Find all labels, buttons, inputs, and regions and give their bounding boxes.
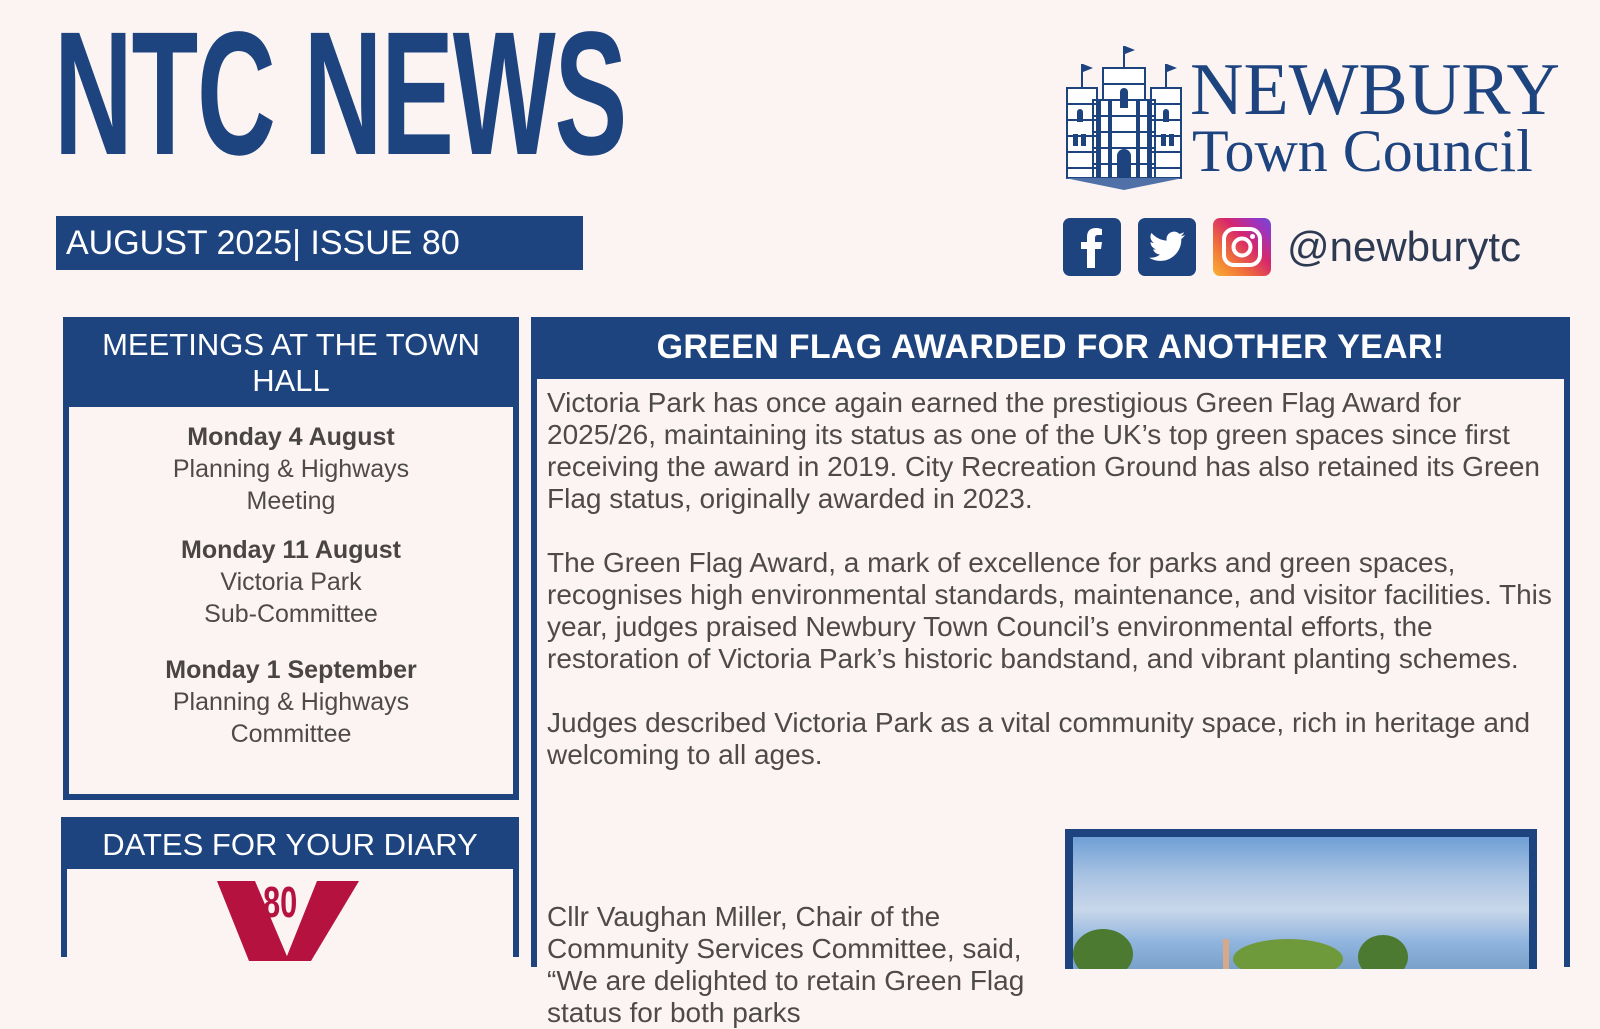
diary-body [67, 869, 513, 957]
meeting-item [69, 421, 513, 517]
facebook-icon[interactable] [1063, 218, 1121, 276]
meeting-date: Monday 1 September [165, 656, 417, 684]
park-photo-image [1073, 837, 1529, 969]
diary-panel [61, 817, 519, 957]
raised-hand [1223, 939, 1229, 969]
twitter-icon[interactable] [1138, 218, 1196, 276]
castle-icon [1063, 44, 1185, 190]
masthead-title: NTC NEWS [54, 0, 627, 192]
article-text [547, 387, 1557, 803]
article-paragraph: Judges described Victoria Park as a vital community space, rich in heritage and welcoming to all ages. [547, 707, 1531, 770]
meetings-panel [63, 317, 519, 800]
article-paragraph: The Green Flag Award, a mark of excellence for parks and green spaces, recognises high environmental standards, maintenance, and visitor facilities. This year, judges praised Newbury Town Council’s environmental efforts, the restoration of Victoria Park’s historic bandstand, and vibrant planting schemes. [547, 547, 1552, 674]
emblem-number: 80 [263, 878, 298, 927]
meetings-list [69, 407, 513, 794]
logo-town-council: Town Council [1192, 118, 1533, 184]
diary-title: DATES FOR YOUR DIARY [102, 827, 478, 862]
instagram-icon[interactable] [1213, 218, 1271, 276]
issue-line: AUGUST 2025| ISSUE 80 [56, 216, 583, 270]
meeting-type: Meeting [246, 487, 336, 515]
park-photo [1065, 829, 1537, 969]
meeting-name: Planning & Highways [172, 688, 410, 716]
meeting-date: Monday 4 August [187, 423, 395, 451]
meeting-date: Monday 11 August [181, 536, 401, 564]
meeting-type: Committee [230, 720, 352, 748]
meetings-title: MEETINGS AT THE TOWN HALL [102, 327, 480, 398]
meeting-name: Planning & Highways [172, 455, 410, 483]
meeting-type: Sub-Committee [204, 600, 378, 628]
ve-day-80-logo [217, 878, 362, 961]
meeting-item [69, 654, 513, 750]
article-paragraph: Victoria Park has once again earned the prestigious Green Flag Award for 2025/26, maintaining its status as one of the UK’s top green spaces since first receiving the award in 2019. City Recreation Ground has also retained its Green Flag status, originally awarded in 2023. [547, 387, 1540, 514]
meeting-name: Victoria Park [220, 568, 362, 596]
article-title: GREEN FLAG AWARDED FOR ANOTHER YEAR! [656, 328, 1445, 366]
article-quote: Cllr Vaughan Miller, Chair of the Community Services Committee, said, “We are delighted to retain Green Flag status for both parks [547, 901, 1025, 1028]
social-handle[interactable]: @newburytc [1287, 223, 1522, 270]
meeting-item [69, 534, 513, 630]
logo-newbury: NEWBURY [1190, 49, 1560, 131]
